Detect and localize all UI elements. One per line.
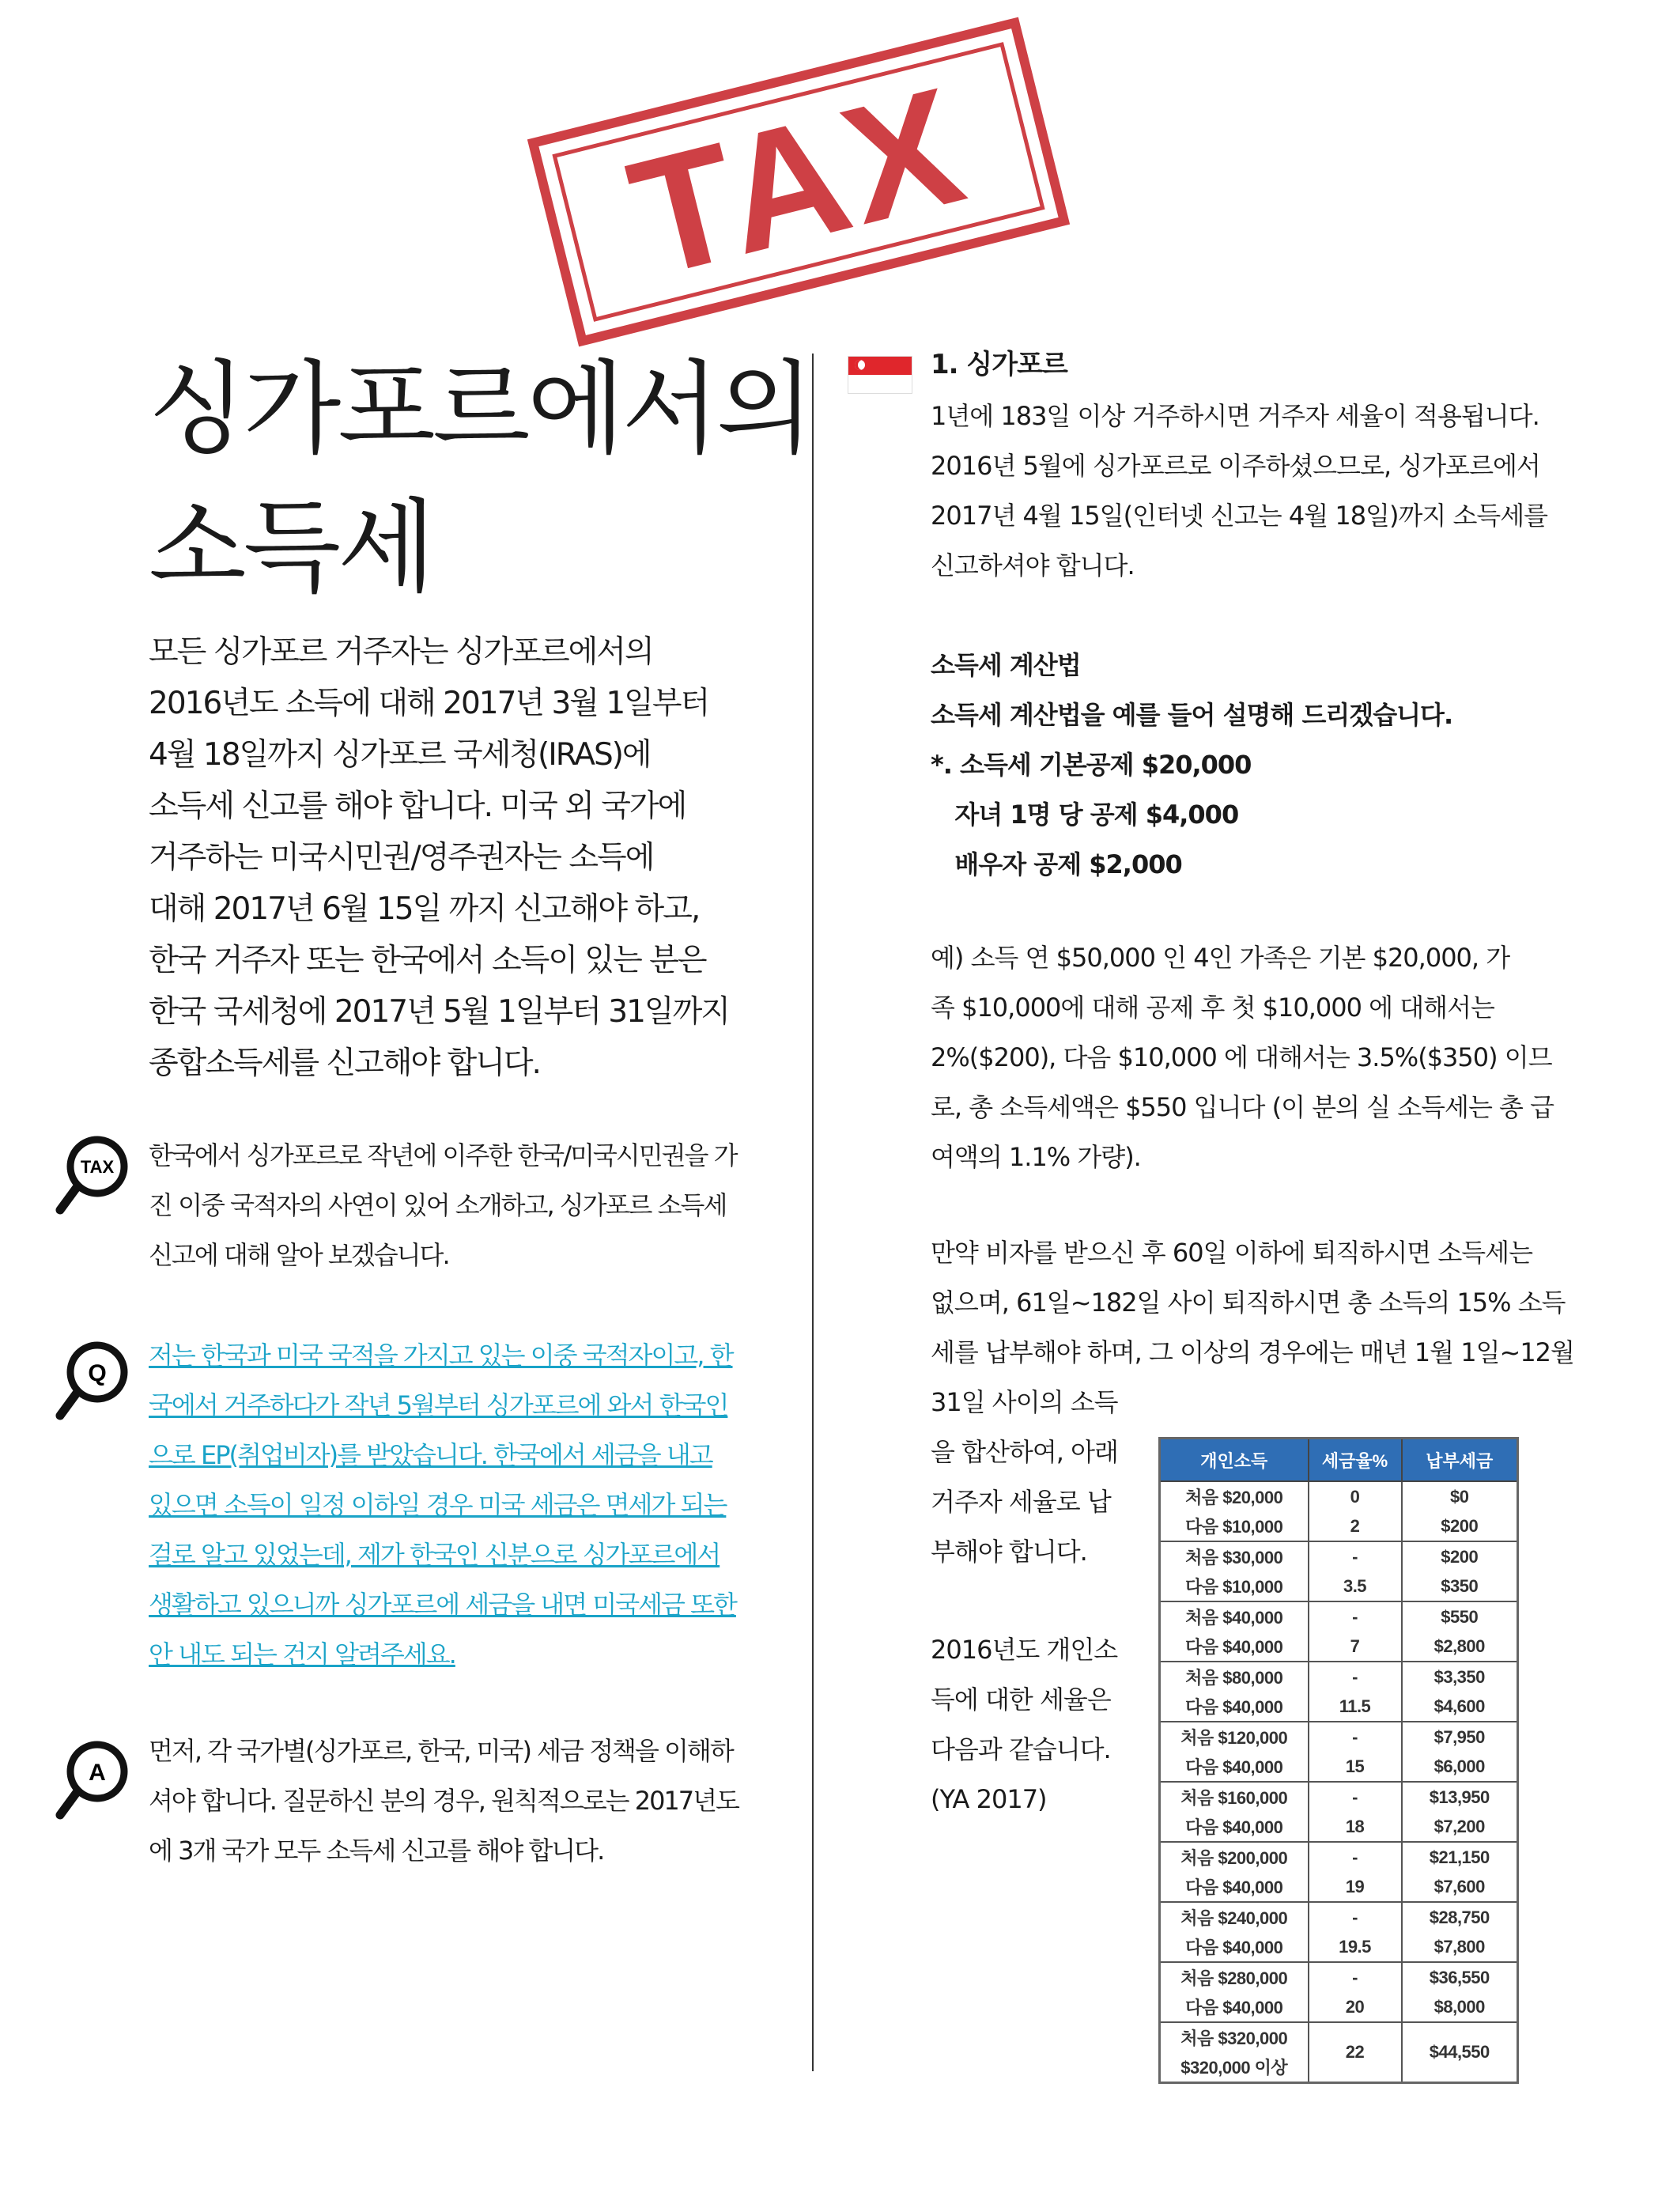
magnifier-question-icon [54,1337,133,1424]
intro-note [149,1131,737,1280]
calc-title: 소득세 계산법 [931,650,1081,680]
rate-cell: - [1309,1662,1402,1692]
page-title [149,340,811,617]
text-line: 2016년도 개인소 [931,1635,1118,1665]
text-line: 2016년도 소득에 대해 2017년 3월 1일부터 [149,686,709,721]
text-line: 족 $10,000에 대해 공제 후 첫 $10,000 에 대해서는 [931,993,1494,1023]
tax-cell: $4,600 [1402,1692,1518,1722]
text-line: 진 이중 국적자의 사연이 있어 소개하고, 싱가포르 소득세 [149,1190,727,1220]
question-icon-label: Q [88,1360,107,1386]
tax-cell: $550 [1402,1601,1518,1632]
tax-cell: $350 [1402,1571,1518,1601]
column-divider [812,354,814,2071]
text-line: 배우자 공제 $2,000 [931,849,1182,879]
text-line: 안 내도 되는 건지 알려주세요. [149,1639,455,1669]
text-line: 생활하고 있으니까 싱가포르에 세금을 내면 미국세금 또한 [149,1590,736,1620]
text-line: 로, 총 소득세액은 $550 입니다 (이 분의 실 소득세는 총 급 [931,1092,1554,1122]
rate-cell: 18 [1309,1812,1402,1842]
income-cell: 처음 $200,000 [1160,1842,1309,1872]
table-row [1160,1632,1518,1662]
text-line: (YA 2017) [931,1784,1047,1814]
table-row [1160,1992,1518,2022]
table-row [1160,1752,1518,1782]
answer-icon-label: A [89,1760,106,1786]
rate-cell: 19.5 [1309,1932,1402,1962]
text-line: 소득세 계산법을 예를 들어 설명해 드리겠습니다. [931,700,1453,730]
text-line: 득에 대한 세율은 [931,1685,1111,1715]
income-cell: $320,000 이상 [1160,2052,1309,2083]
income-cell: 처음 $80,000 [1160,1662,1309,1692]
intro-paragraph [149,626,729,1089]
rate-cell: 20 [1309,1992,1402,2022]
text-line: 에 3개 국가 모두 소득세 신고를 해야 합니다. [149,1836,604,1866]
tax-cell: $7,950 [1402,1722,1518,1752]
tax-cell: $7,800 [1402,1932,1518,1962]
tax-cell: $200 [1402,1511,1518,1541]
income-cell: 다음 $40,000 [1160,1692,1309,1722]
stamp-inner-border [552,42,1044,322]
text-line: 한국 국세청에 2017년 5월 1일부터 31일까지 [149,994,729,1030]
text-line: 없으며, 61일~182일 사이 퇴직하시면 총 소득의 15% 소득 [931,1287,1566,1318]
table-row [1160,1932,1518,1962]
calc-paragraph [931,690,1452,890]
rate-cell: 15 [1309,1752,1402,1782]
income-cell: 다음 $40,000 [1160,1752,1309,1782]
rate-cell: 3.5 [1309,1571,1402,1601]
resignation-paragraph [931,1228,1574,1427]
tax-cell: $8,000 [1402,1992,1518,2022]
income-cell: 다음 $40,000 [1160,1932,1309,1962]
text-line: 먼저, 각 국가별(싱가포르, 한국, 미국) 세금 정책을 이해하 [149,1736,733,1766]
income-cell: 처음 $40,000 [1160,1601,1309,1632]
text-line: 예) 소득 연 $50,000 인 4인 가족은 기본 $20,000, 가 [931,943,1510,973]
rate-cell: - [1309,1601,1402,1632]
text-line: 신고하셔야 합니다. [931,550,1135,580]
text-line: 저는 한국과 미국 국적을 가지고 있는 이중 국적자이고, 한 [149,1340,733,1371]
table-row [1160,1481,1518,1511]
text-line: 을 합산하여, 아래 [931,1437,1118,1467]
income-cell: 다음 $40,000 [1160,1872,1309,1902]
text-line: *. 소득세 기본공제 $20,000 [931,750,1252,780]
tax-cell: $2,800 [1402,1632,1518,1662]
tax-cell: $44,550 [1402,2022,1518,2083]
stamp-text: TAX [614,51,984,312]
text-line: 국에서 거주하다가 작년 5월부터 싱가포르에 와서 한국인 [149,1390,728,1420]
rate-cell: - [1309,1722,1402,1752]
header-rate: 세금율% [1309,1439,1402,1482]
singapore-flag-icon [848,356,912,394]
table-row [1160,1662,1518,1692]
income-cell: 처음 $320,000 [1160,2022,1309,2052]
text-line: 4월 18일까지 싱가포르 국세청(IRAS)에 [149,737,651,773]
rate-cell: 0 [1309,1481,1402,1511]
table-row [1160,2022,1518,2052]
text-line: 만약 비자를 받으신 후 60일 이하에 퇴직하시면 소득세는 [931,1238,1532,1268]
example-paragraph [931,933,1554,1182]
rate-cell: - [1309,1962,1402,1992]
section-title: 1. 싱가포르 [931,349,1067,380]
header-tax: 납부세금 [1402,1439,1518,1482]
income-cell: 처음 $20,000 [1160,1481,1309,1511]
text-line: 거주하는 미국시민권/영주권자는 소득에 [149,840,654,875]
table-row [1160,1962,1518,1992]
income-cell: 다음 $40,000 [1160,1992,1309,2022]
rate-cell: 7 [1309,1632,1402,1662]
rate-cell: - [1309,1842,1402,1872]
income-cell: 처음 $240,000 [1160,1902,1309,1932]
text-line: 으로 EP(취업비자)를 받았습니다. 한국에서 세금을 내고 [149,1440,712,1470]
answer-text [149,1726,738,1876]
residency-paragraph [931,391,1547,591]
income-cell: 다음 $10,000 [1160,1511,1309,1541]
tax-cell: $28,750 [1402,1902,1518,1932]
tax-rate-table [1158,1437,1519,2084]
tax-icon-label: TAX [80,1157,115,1177]
table-row [1160,1692,1518,1722]
tax-cell: $6,000 [1402,1752,1518,1782]
table-row [1160,1812,1518,1842]
text-line: 대해 2017년 6월 15일 까지 신고해야 하고, [149,891,700,927]
income-cell: 처음 $120,000 [1160,1722,1309,1752]
tax-cell: $0 [1402,1481,1518,1511]
text-line: 세를 납부해야 하며, 그 이상의 경우에는 매년 1월 1일~12월 [931,1337,1574,1367]
text-line: 다음과 같습니다. [931,1734,1111,1764]
text-line: 31일 사이의 소득 [931,1387,1118,1417]
text-line: 여액의 1.1% 가량). [931,1142,1141,1172]
rate-cell: 19 [1309,1872,1402,1902]
text-line: 한국 거주자 또는 한국에서 소득이 있는 분은 [149,943,706,978]
text-line: 1년에 183일 이상 거주하시면 거주자 세율이 적용됩니다. [931,401,1539,431]
title-line: 소득세 [149,489,432,607]
text-line: 셔야 합니다. 질문하신 분의 경우, 원칙적으로는 2017년도 [149,1786,738,1816]
text-line: 걸로 알고 있었는데, 제가 한국인 신분으로 싱가포르에서 [149,1540,720,1570]
income-cell: 처음 $280,000 [1160,1962,1309,1992]
table-row [1160,1782,1518,1812]
magnifier-tax-icon [54,1131,133,1218]
income-cell: 처음 $30,000 [1160,1541,1309,1571]
text-line: 있으면 소득이 일정 이하일 경우 미국 세금은 면세가 되는 [149,1490,727,1520]
text-line: 신고에 대해 알아 보겠습니다. [149,1240,449,1270]
tax-cell: $7,200 [1402,1812,1518,1842]
table-row [1160,1571,1518,1601]
income-cell: 처음 $160,000 [1160,1782,1309,1812]
table-row [1160,1902,1518,1932]
rate-cell: - [1309,1782,1402,1812]
tax-cell: $21,150 [1402,1842,1518,1872]
tax-stamp [527,17,1070,347]
text-line: 한국에서 싱가포르로 작년에 이주한 한국/미국시민권을 가 [149,1140,737,1170]
table-row [1160,1722,1518,1752]
text-line: 2%($200), 다음 $10,000 에 대해서는 3.5%($350) 이므 [931,1042,1552,1072]
magnifier-answer-icon [54,1736,133,1823]
tax-cell: $13,950 [1402,1782,1518,1812]
text-line: 모든 싱가포르 거주자는 싱가포르에서의 [149,634,653,670]
tax-cell: $7,600 [1402,1872,1518,1902]
tax-cell: $200 [1402,1541,1518,1571]
rate-cell: - [1309,1541,1402,1571]
rate-cell: 22 [1309,2022,1402,2083]
table-row [1160,1842,1518,1872]
question-text[interactable] [149,1331,736,1680]
text-line: 2017년 4월 15일(인터넷 신고는 4월 18일)까지 소득세를 [931,501,1548,531]
rate-cell: 2 [1309,1511,1402,1541]
title-line: 싱가포르에서의 [149,350,811,468]
table-row [1160,1872,1518,1902]
income-cell: 다음 $10,000 [1160,1571,1309,1601]
tax-cell: $3,350 [1402,1662,1518,1692]
text-line: 종합소득세를 신고해야 합니다. [149,1046,540,1081]
table-row [1160,1511,1518,1541]
rate-cell: - [1309,1902,1402,1932]
text-line: 부해야 합니다. [931,1537,1087,1567]
text-line: 소득세 신고를 해야 합니다. 미국 외 국가에 [149,788,686,824]
text-line: 자녀 1명 당 공제 $4,000 [931,800,1239,830]
text-line: 2016년 5월에 싱가포르로 이주하셨으므로, 싱가포르에서 [931,451,1540,481]
table-row [1160,1601,1518,1632]
header-income: 개인소득 [1160,1439,1309,1482]
text-line: 거주자 세율로 납 [931,1487,1111,1517]
income-cell: 다음 $40,000 [1160,1632,1309,1662]
rate-cell: 11.5 [1309,1692,1402,1722]
table-row [1160,1541,1518,1571]
income-cell: 다음 $40,000 [1160,1812,1309,1842]
rate-intro-paragraph [931,1625,1117,1824]
tax-cell: $36,550 [1402,1962,1518,1992]
resignation-paragraph-cont [931,1427,1118,1577]
